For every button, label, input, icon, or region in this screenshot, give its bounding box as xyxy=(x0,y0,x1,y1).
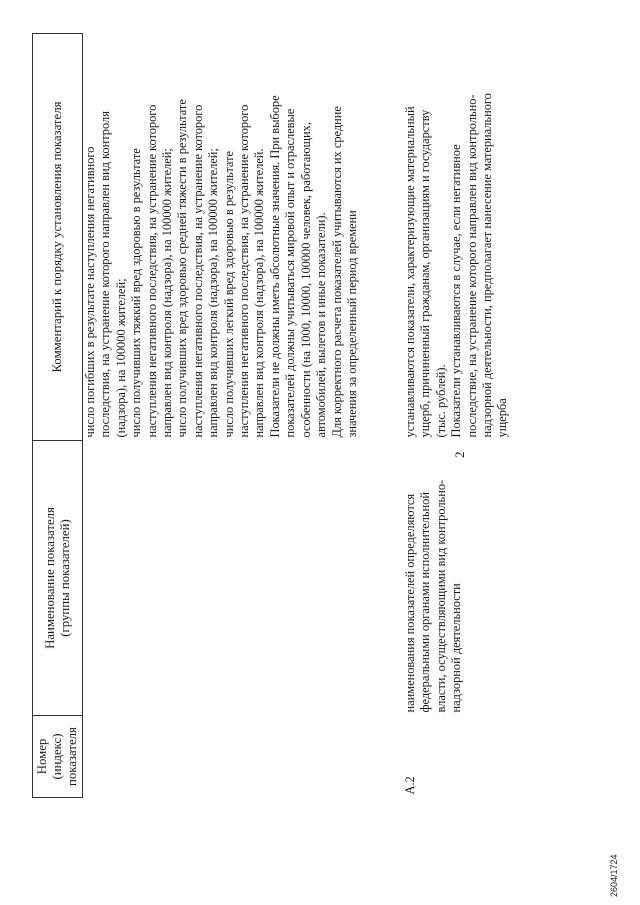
row-number-cell xyxy=(83,716,404,798)
header-number xyxy=(33,716,83,798)
comment-line: направлен вид контроля (надзора), на 100000 жителей; xyxy=(160,148,175,438)
table-row xyxy=(83,34,404,798)
comment-line: показателей должны учитываться мировой опыт и отраслевые xyxy=(283,108,298,438)
header-name-line: (группы показателей) xyxy=(57,519,72,637)
indicator-table xyxy=(32,33,511,798)
comment-line: Для корректного расчета показателей учитываются их средние xyxy=(329,106,344,438)
table-row xyxy=(403,34,511,798)
header-name xyxy=(33,441,83,716)
comment-line: (надзора), на 100000 жителей; xyxy=(113,278,128,438)
comment-line: автомобилей, вылетов и иные показатели). xyxy=(314,212,329,438)
row-name-cell xyxy=(83,441,404,716)
comment-line: особенности (на 1000, 10000, 100000 человек, работающих, xyxy=(298,122,313,438)
name-line: власти, осуществляющими вид контрольно- xyxy=(433,479,448,713)
comment-line: число получивших легкий вред здоровью в результате xyxy=(221,150,236,438)
header-number-line: Номер xyxy=(35,738,49,775)
document-stamp: 2604/1724 xyxy=(609,854,619,897)
comment-line: Показатели не должны иметь абсолютные значения. При выборе xyxy=(267,95,282,438)
comment-line: (тыс. рублей). xyxy=(433,364,448,438)
comment-line: надзорной деятельности, предполагает нанесение материального xyxy=(480,93,495,438)
comment-line: последствие, на устранение которого направлен вид контрольно- xyxy=(464,94,479,438)
name-line: федеральными органами исполнительной xyxy=(418,492,433,713)
comment-line: устанавливаются показатели, характеризующие материальный xyxy=(403,106,417,438)
comment-line: значения за определенный период времени xyxy=(344,210,359,438)
table-header-row xyxy=(33,34,83,798)
row-number-cell: А.2 xyxy=(403,776,417,795)
row-comment-cell xyxy=(403,34,511,441)
comment-line: ущерба xyxy=(495,398,510,438)
header-name-line: Наименование показателя xyxy=(42,507,57,649)
header-comment xyxy=(33,34,83,441)
header-comment-line: Комментарий к порядку установления показателя xyxy=(50,101,64,373)
header-number-line: показателя xyxy=(65,727,79,786)
comment-line: ущерб, причиненный гражданам, организациям и государству xyxy=(418,109,433,438)
comment-line: число получивших вред здоровью средней тяжести в результате xyxy=(175,99,190,438)
page-number: 2 xyxy=(452,451,467,458)
comment-line: направлен вид контроля (надзора), на 100000 жителей. xyxy=(252,148,267,438)
comment-line: последствия, на устранение которого направлен вид контроля xyxy=(98,111,113,438)
name-line: наименования показателей определяются xyxy=(403,493,417,713)
row-comment-cell xyxy=(83,34,404,441)
name-line: надзорной деятельности xyxy=(449,583,464,713)
comment-line: Показатели устанавливаются в случае, если негативное xyxy=(449,144,464,438)
comment-line: наступления негативного последствия, на устранение которого xyxy=(190,104,205,438)
comment-line: направлен вид контроля (надзора), на 100000 жителей; xyxy=(206,148,221,438)
comment-line: наступления негативного последствия, на устранение которого xyxy=(237,104,252,438)
comment-line: число получивших тяжкий вред здоровью в результате xyxy=(129,148,144,438)
comment-line: наступления негативного последствия, на устранение которого xyxy=(144,104,159,438)
comment-line: число погибших в результате наступления негативного xyxy=(83,146,97,438)
header-number-line: (индекс) xyxy=(50,733,64,780)
row-name-cell xyxy=(403,441,511,716)
